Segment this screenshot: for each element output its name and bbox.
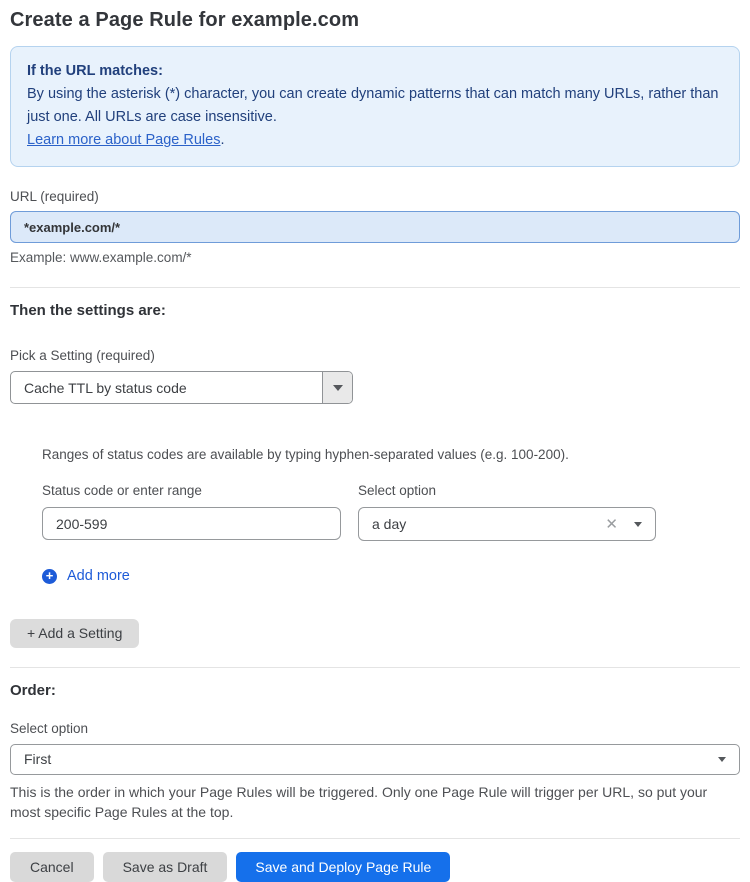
url-input[interactable] bbox=[10, 211, 740, 243]
status-code-column bbox=[42, 483, 341, 541]
setting-select-value: Cache TTL by status code bbox=[24, 379, 187, 396]
url-example-text: Example: www.example.com/* bbox=[10, 250, 192, 265]
url-match-info-box bbox=[10, 46, 740, 167]
ttl-column bbox=[358, 483, 656, 541]
learn-more-link[interactable]: Learn more about Page Rules bbox=[27, 132, 221, 148]
divider bbox=[10, 838, 740, 839]
pick-setting-label: Pick a Setting (required) bbox=[10, 348, 155, 363]
divider bbox=[10, 667, 740, 668]
save-as-draft-button[interactable]: Save as Draft bbox=[103, 852, 228, 882]
setting-select-caret-button[interactable] bbox=[322, 372, 352, 403]
info-box-heading: If the URL matches: bbox=[27, 63, 163, 79]
order-heading: Order: bbox=[10, 681, 56, 699]
order-help-text: This is the order in which your Page Rules will be triggered. Only one Page Rule will trigger per URL, so put your most specific Page Rules at the top. bbox=[10, 783, 708, 820]
order-select[interactable] bbox=[10, 744, 740, 775]
ttl-select[interactable] bbox=[358, 507, 656, 541]
info-link-suffix: . bbox=[220, 132, 225, 148]
status-code-input[interactable] bbox=[42, 507, 341, 540]
url-field-label: URL (required) bbox=[10, 189, 99, 204]
footer-button-row bbox=[10, 852, 740, 882]
add-more-label: Add more bbox=[67, 568, 130, 584]
save-and-deploy-button[interactable]: Save and Deploy Page Rule bbox=[236, 852, 450, 882]
cancel-button[interactable]: Cancel bbox=[10, 852, 94, 882]
chevron-down-icon bbox=[333, 385, 343, 391]
settings-heading: Then the settings are: bbox=[10, 302, 166, 319]
status-code-row bbox=[42, 483, 740, 541]
divider bbox=[10, 287, 740, 288]
ttl-select-label: Select option bbox=[358, 483, 437, 498]
info-link-line bbox=[27, 129, 723, 152]
setting-select[interactable] bbox=[10, 371, 353, 404]
cache-ttl-settings-block bbox=[42, 447, 740, 585]
clear-icon[interactable]: ✕ bbox=[605, 516, 618, 533]
order-select-label: Select option bbox=[10, 720, 89, 736]
order-select-value: First bbox=[24, 751, 52, 767]
plus-circle-icon: + bbox=[42, 569, 57, 584]
page-title: Create a Page Rule for example.com bbox=[10, 9, 360, 31]
range-hint-text: Ranges of status codes are available by typing hyphen-separated values (e.g. 100-200). bbox=[42, 447, 569, 462]
chevron-down-icon bbox=[634, 522, 642, 527]
add-setting-button[interactable]: + Add a Setting bbox=[10, 619, 139, 648]
ttl-select-value: a day bbox=[372, 516, 407, 532]
add-more-button[interactable] bbox=[42, 568, 130, 584]
chevron-down-icon bbox=[718, 757, 726, 762]
info-box-body: By using the asterisk (*) character, you can create dynamic patterns that can match many URLs, rather than just one. All URLs are case insensitive. bbox=[27, 86, 719, 125]
status-code-label: Status code or enter range bbox=[42, 483, 202, 498]
